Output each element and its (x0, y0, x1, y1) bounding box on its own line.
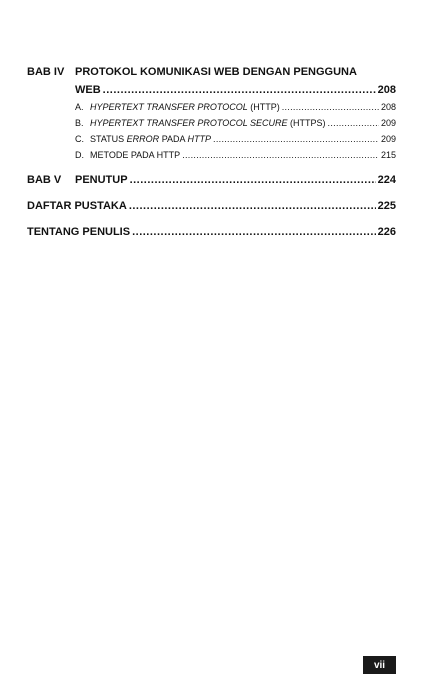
toc-section-d (27, 150, 396, 160)
page-number: 225 (377, 200, 396, 212)
dot-leader (182, 150, 379, 160)
page-number: 226 (377, 226, 396, 238)
section-title: HYPERTEXT TRANSFER PROTOCOL (HTTP) (90, 102, 280, 112)
toc-tentang-penulis (27, 226, 396, 238)
section-title: HYPERTEXT TRANSFER PROTOCOL SECURE (HTTPS) (90, 118, 326, 128)
section-letter: C. (75, 134, 84, 144)
toc-chapter-bab-iv (27, 66, 396, 160)
dot-leader (282, 102, 379, 112)
entry-title: DAFTAR PUSTAKA (27, 200, 127, 212)
dot-leader (132, 226, 376, 238)
page-number: 224 (377, 174, 396, 186)
page-number: 209 (380, 118, 396, 128)
page-number-badge (363, 656, 396, 674)
page-number: 209 (380, 134, 396, 144)
dot-leader (213, 134, 379, 144)
toc-section-b (27, 118, 396, 128)
toc-chapter-heading (27, 66, 396, 78)
section-title: METODE PADA HTTP (90, 150, 181, 160)
chapter-number: BAB V (27, 174, 62, 186)
chapter-number: BAB IV (27, 66, 65, 78)
page-number: 208 (380, 102, 396, 112)
page-number: 215 (380, 150, 396, 160)
table-of-contents (27, 66, 396, 252)
toc-chapter-bab-v (27, 174, 396, 186)
toc-section-c (27, 134, 396, 144)
dot-leader (103, 84, 376, 96)
section-title: STATUS ERROR PADA HTTP (90, 134, 212, 144)
toc-section-a (27, 102, 396, 112)
toc-chapter-title-continuation (27, 84, 396, 96)
page-number: 208 (377, 84, 396, 96)
entry-title: TENTANG PENULIS (27, 226, 131, 238)
page-number-label: vii (373, 659, 386, 671)
section-letter: B. (75, 118, 84, 128)
toc-daftar-pustaka (27, 200, 396, 212)
dot-leader (129, 200, 376, 212)
chapter-title: PROTOKOL KOMUNIKASI WEB DENGAN PENGGUNA (75, 66, 357, 78)
dot-leader (130, 174, 376, 186)
chapter-title-line2: WEB (75, 84, 101, 96)
dot-leader (328, 118, 379, 128)
section-letter: D. (75, 150, 84, 160)
chapter-title: PENUTUP (75, 174, 128, 186)
section-letter: A. (75, 102, 84, 112)
